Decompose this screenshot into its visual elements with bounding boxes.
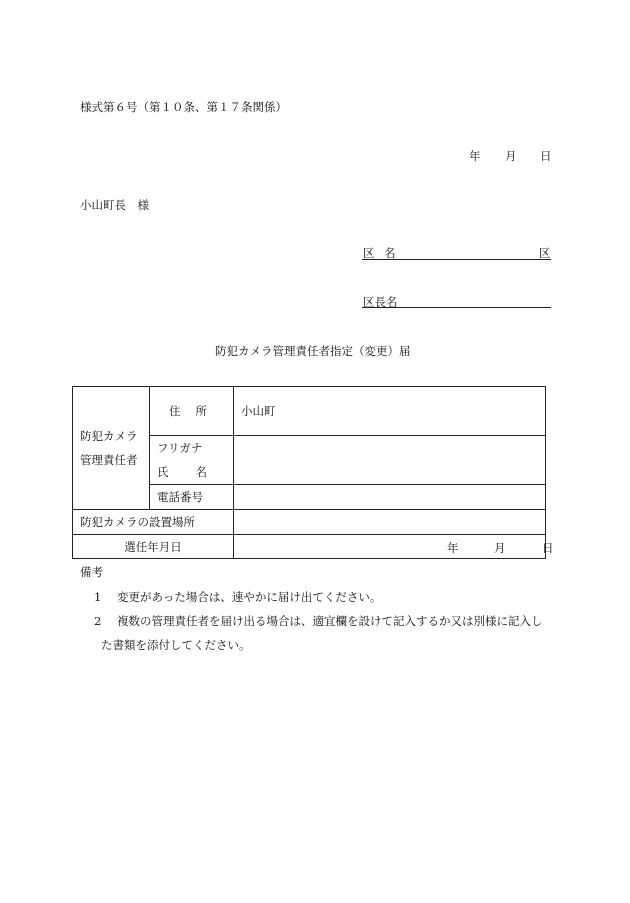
manager-label-line-1: 防犯カメラ: [80, 429, 138, 443]
name-label-a: 氏: [157, 465, 169, 479]
appointed-month-label: 月: [494, 541, 506, 555]
registration-table: [72, 386, 554, 559]
name-label-b: 名: [195, 465, 207, 479]
addressee: 小山町長 様: [80, 198, 149, 212]
note-item-2-continuation: た書類を添付してください。: [101, 638, 251, 652]
form-number: 様式第６号（第１０条、第１７条関係）: [80, 100, 287, 114]
name-label: [157, 460, 226, 484]
date-year-label: 年: [469, 149, 481, 163]
address-label-a: 住: [169, 404, 181, 418]
district-head-label: 区長名: [363, 295, 398, 309]
phone-label-cell: 電話番号: [150, 485, 234, 510]
appointed-date-label-cell: 選任年月日: [73, 535, 234, 559]
page-title: 防犯カメラ管理責任者指定（変更）届: [215, 344, 411, 358]
appointed-year-label: 年: [447, 541, 459, 555]
district-name-suffix: 区: [539, 246, 551, 260]
note-number: 1: [94, 590, 102, 604]
appointed-day-label: 日: [542, 541, 554, 555]
note-text: 複数の管理責任者を届け出る場合は、適宜欄を設けて記入するか又は別様に記入し: [116, 614, 543, 628]
district-name-label-a: 区: [363, 246, 375, 260]
date-month-label: 月: [505, 149, 517, 163]
phone-input[interactable]: [234, 485, 546, 510]
district-head-underline: [362, 307, 551, 308]
note-number: 2: [94, 614, 102, 628]
date-day-label: 日: [540, 149, 552, 163]
location-input[interactable]: [234, 510, 546, 535]
manager-label-cell: [73, 387, 150, 510]
district-name-underline: [362, 259, 551, 260]
name-input[interactable]: [234, 436, 546, 485]
note-text: 変更があった場合は、速やかに届け出てください。: [116, 590, 382, 604]
note-item-2: [94, 613, 542, 629]
furigana-name-label-cell: [150, 436, 234, 485]
district-name-label-b: 名: [384, 246, 396, 260]
address-label-b: 所: [195, 404, 207, 418]
manager-label-line-2: 管理責任者: [80, 453, 138, 467]
address-value: 小山町: [241, 404, 276, 418]
note-item-1: [94, 589, 381, 605]
address-label-cell: [150, 387, 234, 436]
notes-heading: 備考: [80, 565, 103, 579]
furigana-label: フリガナ: [157, 441, 203, 455]
appointed-date-input[interactable]: [234, 535, 554, 559]
address-input[interactable]: [234, 387, 546, 436]
location-label-cell: 防犯カメラの設置場所: [73, 510, 234, 535]
